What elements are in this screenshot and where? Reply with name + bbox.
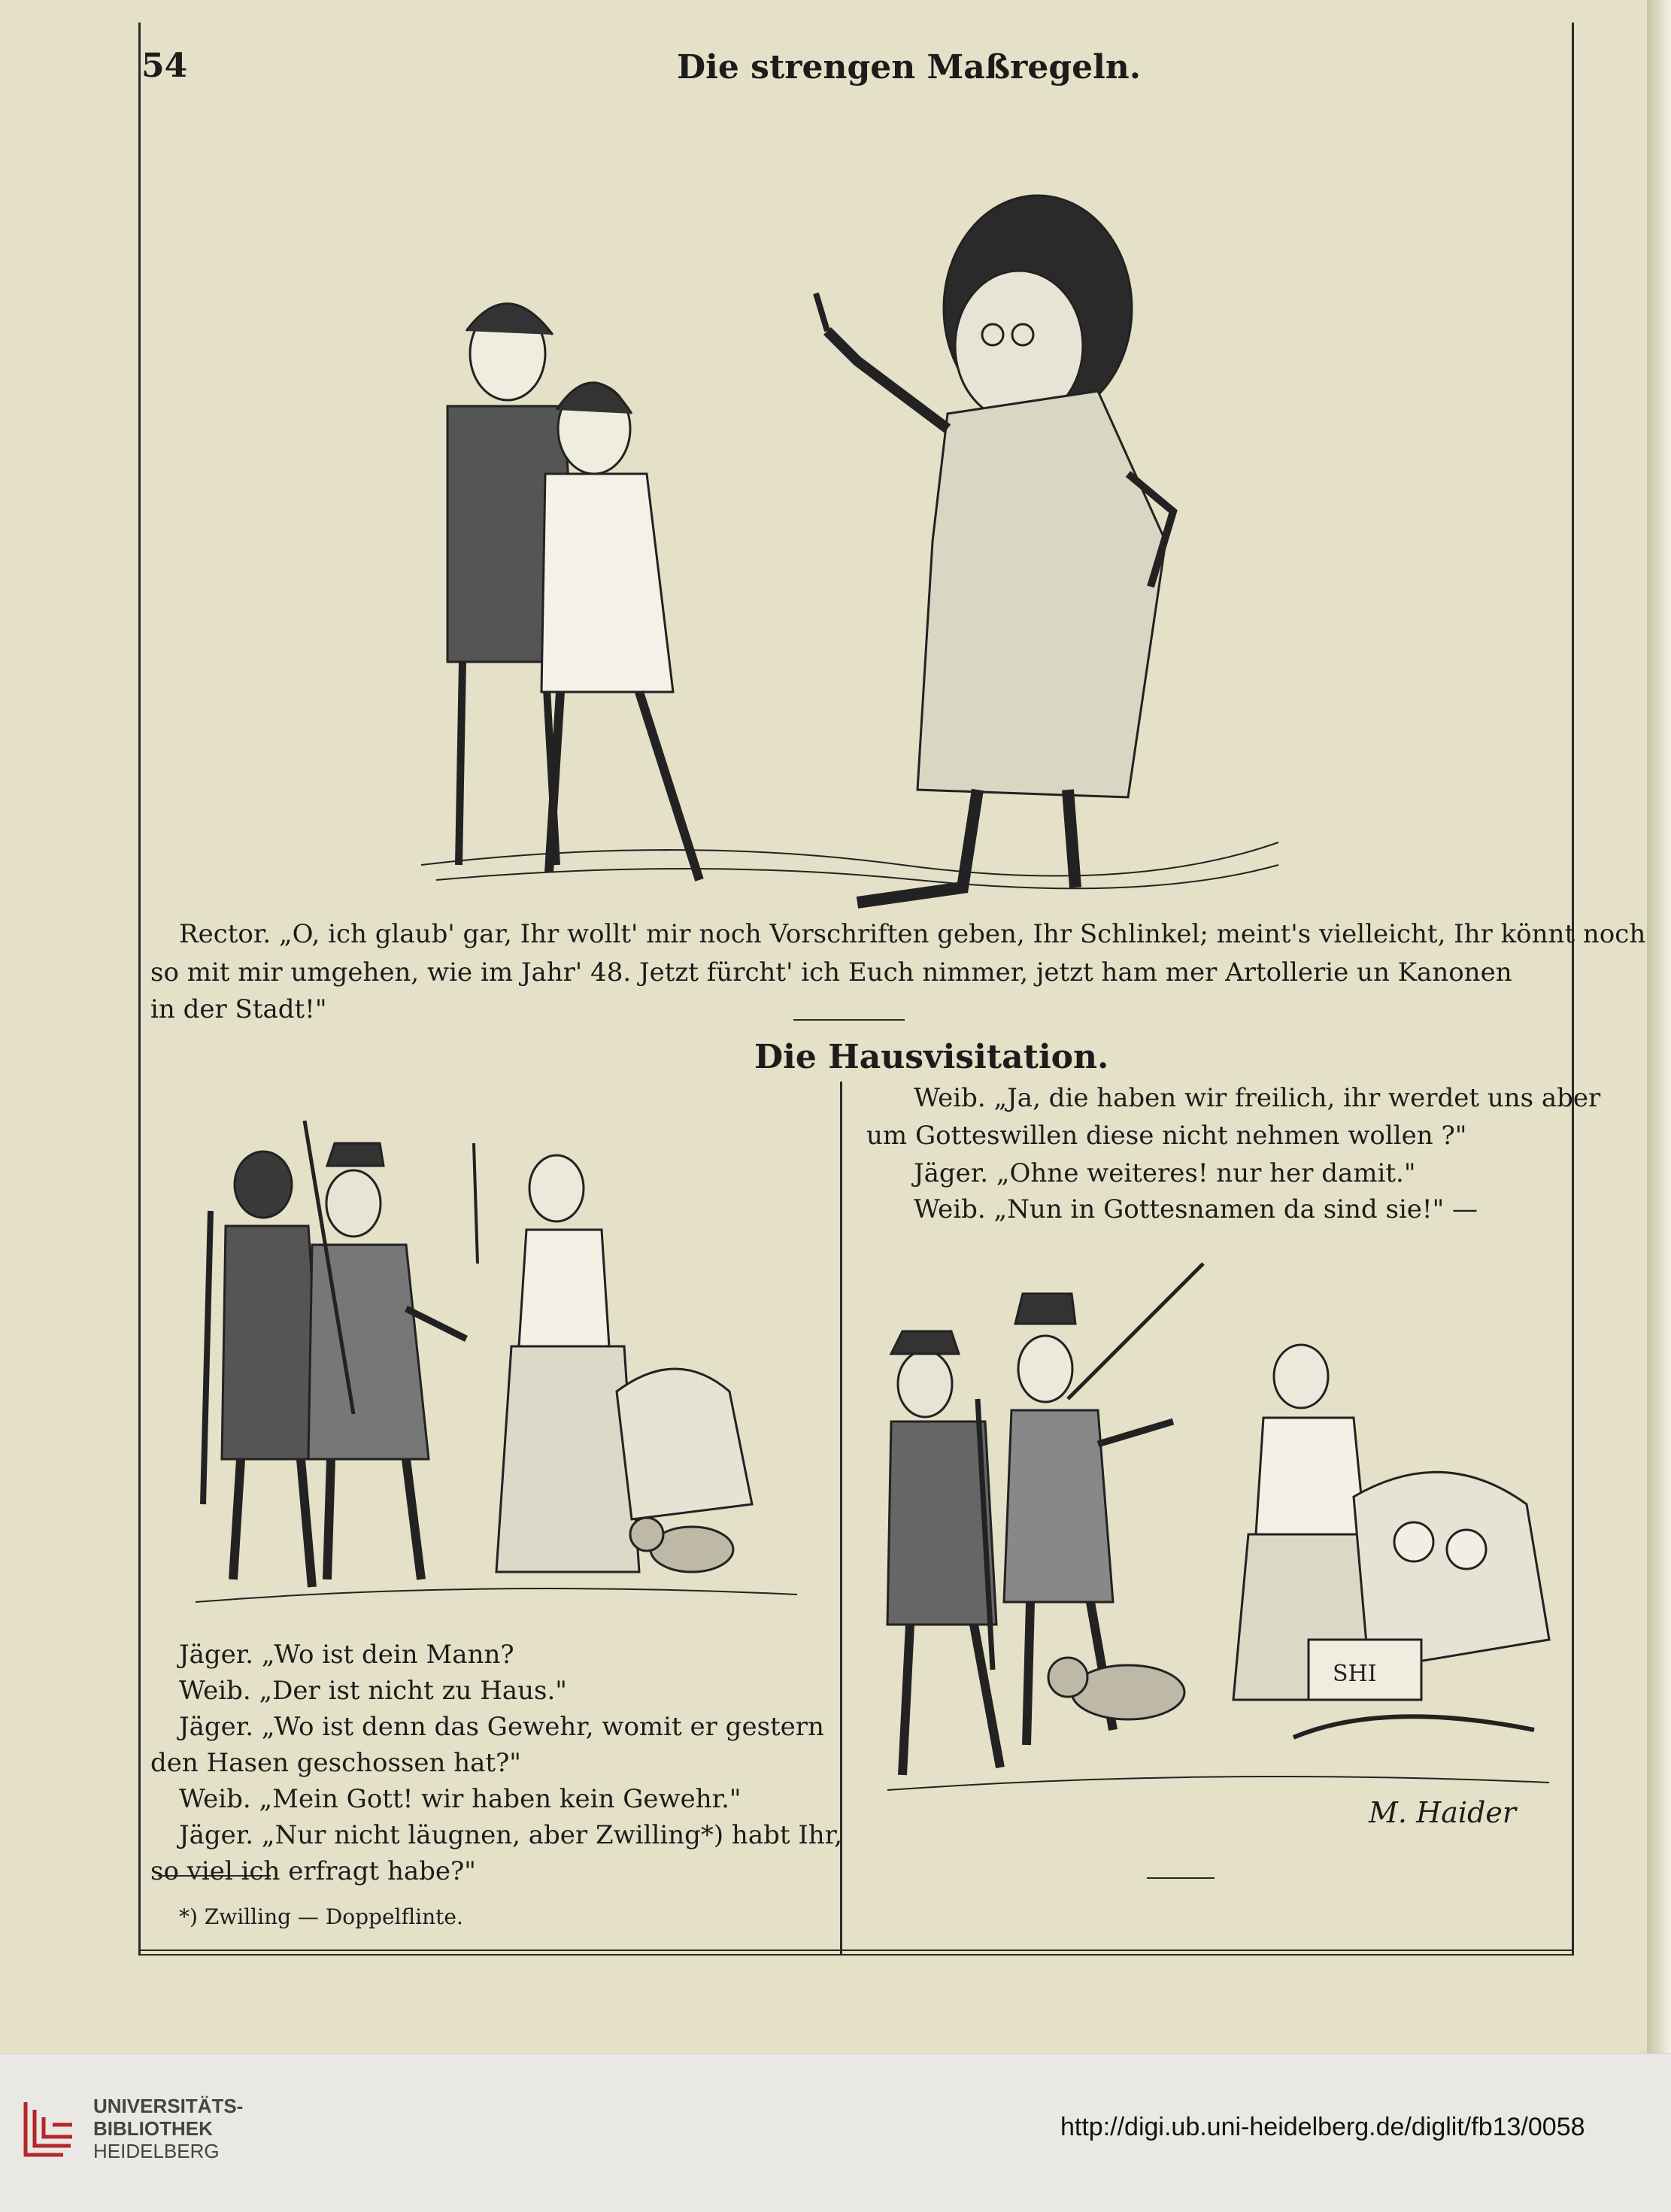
- right-dialogue-line-4: Weib. „Nun in Gottesnamen da sind sie!" —: [914, 1194, 1478, 1224]
- left-dialogue-line-4: den Hasen geschossen hat?": [150, 1748, 521, 1778]
- left-dialogue-line-5: Weib. „Mein Gott! wir haben kein Gewehr.": [179, 1784, 741, 1814]
- bottom-border-line: [138, 1950, 1574, 1951]
- section2-title: Die Hausvisitation.: [754, 1038, 1109, 1076]
- page-number: 54: [141, 47, 188, 85]
- rector-illustration: [376, 120, 1309, 918]
- right-dialogue-line-3: Jäger. „Ohne weiteres! nur her damit.": [914, 1158, 1416, 1188]
- right-dialogue-line-1: Weib. „Ja, die haben wir freilich, ihr werdet uns aber: [914, 1083, 1601, 1113]
- rector-caption-line-2: so mit mir umgehen, wie im Jahr' 48. Jetzt fürcht' ich Euch nimmer, jetzt ham mer Artollerie un Kanonen: [150, 957, 1512, 988]
- artist-signature: M. Haider: [1369, 1796, 1516, 1829]
- left-dialogue-line-3: Jäger. „Wo ist denn das Gewehr, womit er gestern: [179, 1712, 824, 1742]
- footer-bar: [0, 2053, 1671, 2212]
- left-dialogue-line-2: Weib. „Der ist nicht zu Haus.": [179, 1676, 567, 1706]
- section-separator: [793, 1019, 905, 1021]
- hausvisitation-left-illustration: [180, 1098, 827, 1625]
- left-dialogue-line-1: Jäger. „Wo ist dein Mann?: [179, 1640, 514, 1670]
- library-name-line-1: UNIVERSITÄTS-: [93, 2095, 244, 2117]
- left-dialogue-line-6: Jäger. „Nur nicht läugnen, aber Zwilling*) habt Ihr,: [179, 1820, 842, 1850]
- section1-title: Die strengen Maßregeln.: [677, 48, 1142, 86]
- footnote: *) Zwilling — Doppelflinte.: [179, 1904, 463, 1929]
- right-dialogue-line-2: um Gotteswillen diese nicht nehmen wollen ?": [866, 1121, 1467, 1151]
- left-dialogue-line-7: so viel ich erfragt habe?": [150, 1856, 476, 1886]
- hausvisitation-right-illustration: [872, 1249, 1564, 1820]
- library-name-line-3: HEIDELBERG: [93, 2140, 220, 2162]
- left-border-line: [138, 23, 141, 1956]
- library-name-line-2: BIBLIOTHEK: [93, 2117, 213, 2140]
- cradle-label: SHI: [1333, 1661, 1377, 1687]
- source-url-link[interactable]: http://digi.ub.uni-heidelberg.de/diglit/fb13/0058: [1060, 2113, 1585, 2141]
- end-separator: [1147, 1877, 1215, 1879]
- paper-edge: [1647, 0, 1671, 2053]
- library-logo-icon: [18, 2095, 80, 2162]
- right-border-line: [1572, 23, 1574, 1956]
- rector-caption-line-1: Rector. „O, ich glaub' gar, Ihr wollt' mir noch Vorschriften geben, Ihr Schlinkel; meint's vielleicht, Ihr könnt noch: [179, 919, 1646, 949]
- bottom-border-line-2: [138, 1954, 1574, 1956]
- rector-caption-line-3: in der Stadt!": [150, 994, 327, 1024]
